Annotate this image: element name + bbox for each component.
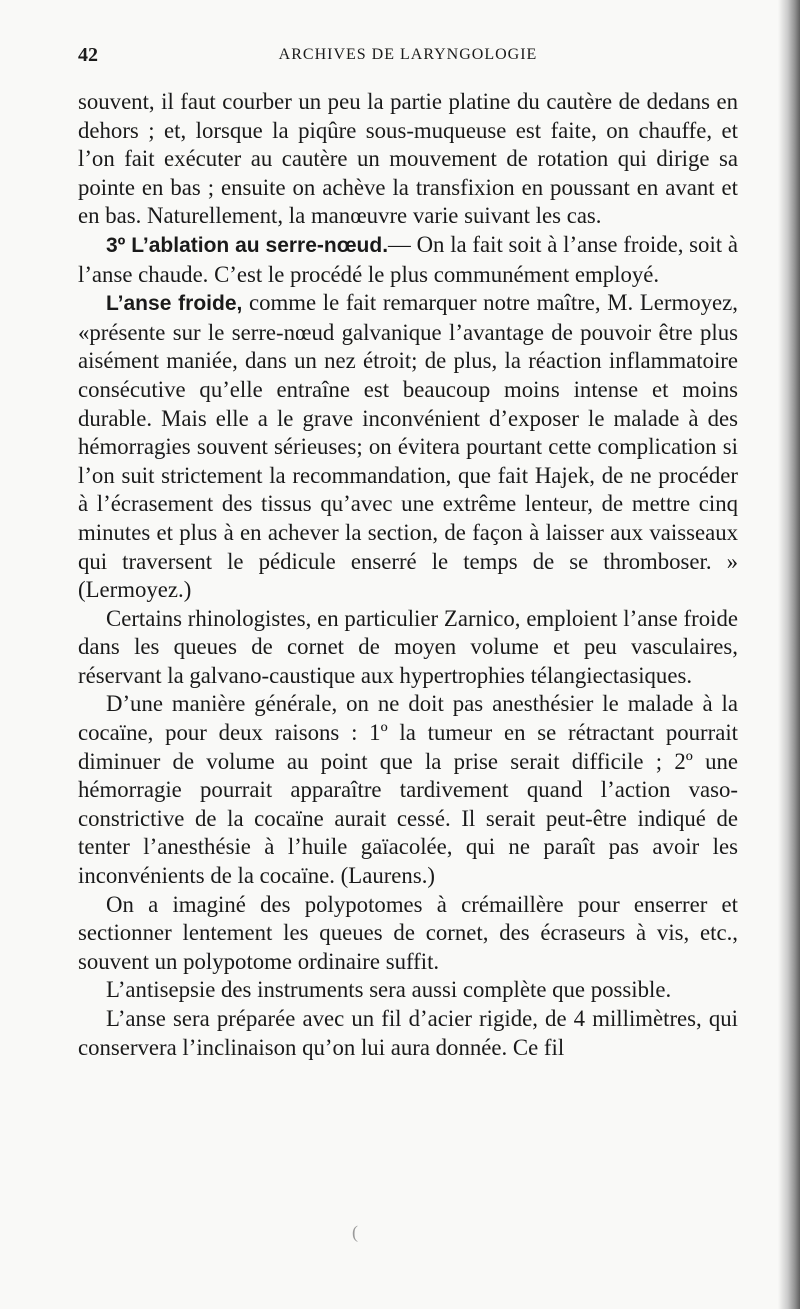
paragraph-rhinologistes: Certains rhinologistes, en particulier Zarnico, emploient l’anse froide dans les queues de cornet de moyen volume et peu vasculaires, réservant la galvano-caustique aux hypertrophies télangiectasiques. [78, 605, 738, 688]
page-bottom-mark: ( [352, 1222, 358, 1242]
paragraph-cautere: souvent, il faut courber un peu la partie platine du cautère de dedans en dehors ; et, lorsque la piqûre sous-muqueuse est faite, on chauffe, et l’on fait exécuter au cautère un mouvement de rotation qui dirige sa pointe en bas ; ensuite on achève la transfixion en poussant en avant et en bas. Naturellement, la manœuvre varie suivant les cas. [78, 89, 738, 229]
section-heading-serre-noeud: 3º L’ablation au serre-nœud. [106, 233, 389, 257]
paragraph-antisepsie: L’antisepsie des instruments sera aussi complète que possible. [106, 977, 672, 1003]
paragraph-serre-noeud-text: — On la fait soit à l’anse froide, soit à l’anse chaude. C’est le procédé le plus communément employé. [78, 231, 738, 287]
paragraph-anse-froide-text: comme le fait remarquer notre maître, M. Lermoyez, «présente sur le serre-nœud galvanique l’avantage de pouvoir être plus aisément maniée, dans un nez étroit; de plus, la réaction inflammatoire consécutive qu’elle entraîne est beaucoup moins intense et moins durable. Mais elle a le grave inconvénient d’exposer le malade à des hémorragies souvent sérieuses; on évitera pourtant cette complication si l’on suit strictement la recommandation, que fait Hajek, de ne procéder à l’écrasement des tissus qu’avec une extrême lenteur, de mettre cinq minutes et plus à en achever la section, de façon à laisser aux vaisseaux qui traversent le pédicule enserré le temps de se thromboser. » (Lermoyez.) [78, 290, 738, 603]
paragraph-serre-noeud [78, 231, 738, 289]
paragraph-polypotomes: On a imaginé des polypotomes à crémaillère pour enserrer et sectionner lentement les queues de cornet, des écraseurs à vis, etc., souvent un polypotome ordinaire suffit. [78, 891, 738, 974]
section-heading-anse-froide: L’anse froide, [106, 292, 243, 316]
body-text [78, 88, 738, 1062]
paragraph-anesthesie: D’une manière générale, on ne doit pas anesthésier le malade à la cocaïne, pour deux raisons : 1º la tumeur en se rétractant pourrait diminuer de volume au point que la prise serait difficile ; 2º une hémorragie pourrait apparaître tardivement quand l’action vaso-constrictive de la cocaïne aurait cessé. Il serait peut-être indiqué de tenter l’anesthésie à l’huile gaïacolée, qui ne paraît pas avoir les inconvénients de la cocaïne. (Laurens.) [78, 691, 738, 889]
running-head [78, 44, 738, 70]
page-number: 42 [78, 44, 98, 66]
journal-title: ARCHIVES DE LARYNGOLOGIE [278, 46, 538, 63]
page-edge-shadow [778, 0, 800, 1309]
paragraph-anse-preparation: L’anse sera préparée avec un fil d’acier rigide, de 4 millimètres, qui conservera l’inclinaison qu’on lui aura donnée. Ce fil [78, 1006, 738, 1060]
paragraph-anse-froide [78, 289, 738, 605]
